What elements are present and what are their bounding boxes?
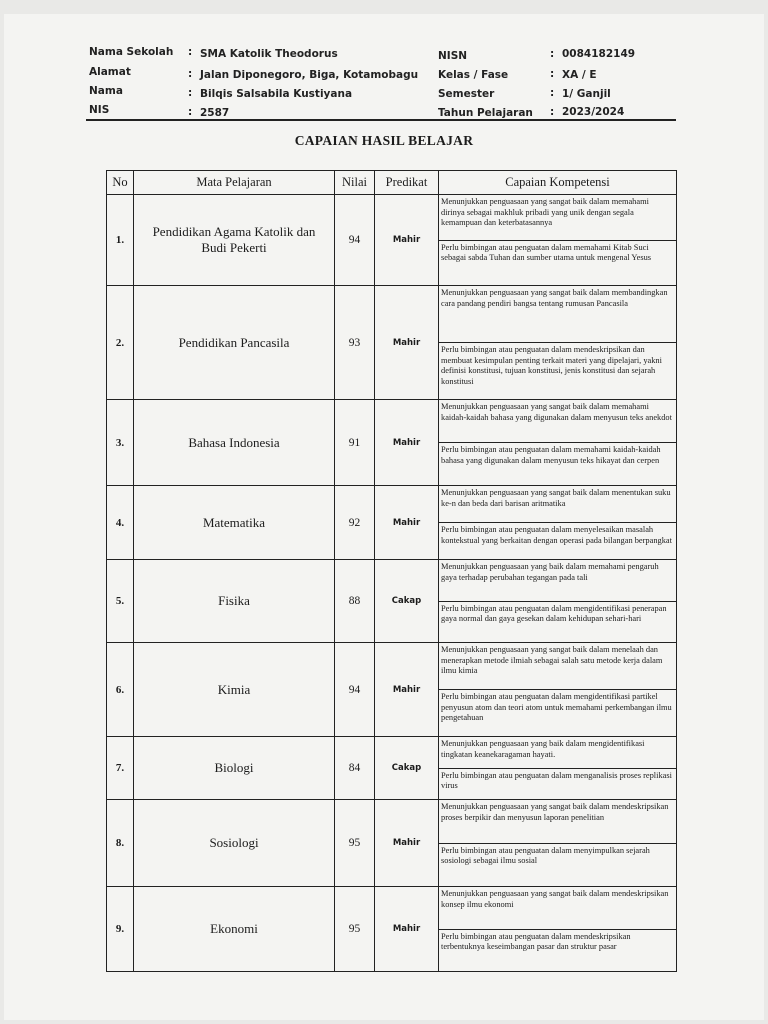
school-name-value: SMA Katolik Theodorus	[200, 48, 338, 60]
achievement-text: Perlu bimbingan atau penguatan dalam menyimpulkan sejarah sosiologi sebagai ilmu sosial	[439, 843, 676, 887]
colon: :	[188, 106, 193, 118]
achievement-text: Menunjukkan penguasaan yang sangat baik dalam menentukan suku ke-n dan beda dari barisan aritmatika	[441, 488, 671, 508]
achievement-cell	[439, 400, 677, 486]
row-number: 8.	[107, 800, 134, 887]
row-number: 1.	[107, 195, 134, 286]
col-header-achievement: Capaian Kompetensi	[439, 171, 677, 195]
table-row	[107, 400, 677, 486]
predicate-value: Mahir	[375, 643, 439, 737]
score-value: 84	[335, 737, 375, 800]
predicate-value: Mahir	[375, 286, 439, 400]
table-header-row	[107, 171, 677, 195]
predicate-value: Mahir	[375, 195, 439, 286]
score-value: 95	[335, 887, 375, 972]
achievement-cell	[439, 887, 677, 972]
colon: :	[550, 106, 555, 118]
nis-label: NIS	[89, 104, 110, 116]
subject-name: Fisika	[134, 560, 335, 643]
page-title: CAPAIAN HASIL BELAJAR	[294, 133, 474, 148]
achievement-list	[439, 286, 676, 399]
table-row	[107, 887, 677, 972]
achievement-list	[439, 195, 676, 285]
row-number: 6.	[107, 643, 134, 737]
achievement-list	[439, 887, 676, 971]
colon: :	[188, 87, 193, 99]
predicate-value: Cakap	[375, 737, 439, 800]
achievement-text: Perlu bimbingan atau penguatan dalam mendeskripsikan terbentuknya keseimbangan pasar dan struktur pasar	[439, 929, 676, 972]
predicate-value: Mahir	[375, 887, 439, 972]
score-value: 91	[335, 400, 375, 486]
predicate-value: Mahir	[375, 486, 439, 560]
colon: :	[550, 48, 555, 60]
table-row	[107, 643, 677, 737]
achievement-cell	[439, 286, 677, 400]
address-label: Alamat	[89, 66, 131, 78]
achievement-cell	[439, 643, 677, 737]
address-value: Jalan Diponegoro, Biga, Kotamobagu	[200, 69, 419, 81]
class-phase-label: Kelas / Fase	[438, 69, 509, 81]
nis-value: 2587	[200, 107, 230, 119]
achievement-list	[439, 643, 676, 736]
achievement-text: Perlu bimbingan atau penguatan dalam mendeskripsikan dan membuat kesimpulan penting terkait materi yang dipelajari, yakni definisi konstitusi, tujuan konstitusi, jenis konstitusi dan sejarah konstitusi	[439, 342, 676, 399]
achievement-list	[439, 737, 676, 799]
achievement-cell	[439, 195, 677, 286]
score-value: 94	[335, 643, 375, 737]
score-value: 94	[335, 195, 375, 286]
achievement-text: Perlu bimbingan atau penguatan dalam memahami Kitab Suci sebagai sabda Tuhan dan sumber utama untuk mengenal Yesus	[439, 240, 676, 286]
row-number: 3.	[107, 400, 134, 486]
row-number: 2.	[107, 286, 134, 400]
achievement-cell	[439, 800, 677, 887]
predicate-value: Cakap	[375, 560, 439, 643]
achievement-text: Perlu bimbingan atau penguatan dalam mengidentifikasi penerapan gaya normal dan gaya gesekan dalam kehidupan sehari-hari	[439, 601, 676, 643]
school-name-label: Nama Sekolah	[89, 46, 174, 58]
nisn-value: 0084182149	[562, 48, 636, 60]
achievement-text: Perlu bimbingan atau penguatan dalam mengidentifikasi partikel penyusun atom dan teori atom untuk memahami perkembangan ilmu pengetahuan	[439, 689, 676, 736]
score-value: 92	[335, 486, 375, 560]
achievement-text: Menunjukkan penguasaan yang sangat baik dalam mendeskripsikan konsep ilmu ekonomi	[441, 889, 669, 909]
row-number: 5.	[107, 560, 134, 643]
class-phase-value: XA / E	[562, 69, 597, 81]
table-row	[107, 286, 677, 400]
col-header-subject: Mata Pelajaran	[134, 171, 335, 195]
predicate-value: Mahir	[375, 800, 439, 887]
score-value: 95	[335, 800, 375, 887]
achievement-cell	[439, 737, 677, 800]
subject-name: Sosiologi	[134, 800, 335, 887]
row-number: 9.	[107, 887, 134, 972]
col-header-no: No	[107, 171, 134, 195]
academic-year-label: Tahun Pelajaran	[438, 107, 533, 119]
achievement-text: Menunjukkan penguasaan yang sangat baik dalam mendeskripsikan proses berpikir dan menyusun laporan penelitian	[441, 802, 669, 822]
predicate-value: Mahir	[375, 400, 439, 486]
table-row	[107, 737, 677, 800]
achievement-text: Perlu bimbingan atau penguatan dalam menyelesaikan masalah kontekstual yang berkaitan dengan operasi pada bilangan berpangkat	[439, 522, 676, 559]
achievement-list	[439, 800, 676, 886]
row-number: 4.	[107, 486, 134, 560]
table-row	[107, 800, 677, 887]
achievement-text: Perlu bimbingan atau penguatan dalam memahami kaidah-kaidah bahasa yang digunakan dalam menyusun teks hikayat dan cerpen	[439, 442, 676, 485]
achievement-text: Menunjukkan penguasaan yang sangat baik dalam membandingkan cara pandang pendiri bangsa tentang rumusan Pancasila	[441, 288, 668, 308]
table-row	[107, 486, 677, 560]
achievement-text: Menunjukkan penguasaan yang sangat baik dalam menelaah dan menerapkan metode ilmiah sebagai salah satu metode kerja dalam ilmu kimia	[441, 645, 663, 676]
colon: :	[550, 87, 555, 99]
colon: :	[550, 68, 555, 80]
name-label: Nama	[89, 85, 123, 97]
achievement-text: Perlu bimbingan atau penguatan dalam menganalisis proses replikasi virus	[439, 768, 676, 800]
subject-name: Biologi	[134, 737, 335, 800]
achievement-text: Menunjukkan penguasaan yang baik dalam memahami pengaruh gaya terhadap perubahan tegangan pada tali	[441, 562, 659, 582]
subject-name: Pendidikan Pancasila	[134, 286, 335, 400]
table-row	[107, 560, 677, 643]
achievement-cell	[439, 560, 677, 643]
name-value: Bilqis Salsabila Kustiyana	[200, 88, 353, 100]
achievement-list	[439, 560, 676, 642]
achievement-text: Menunjukkan penguasaan yang sangat baik dalam memahami kaidah-kaidah bahasa yang digunakan dalam menyusun teks anekdot	[441, 402, 672, 422]
colon: :	[188, 46, 193, 58]
header-divider	[86, 119, 676, 121]
subject-name: Ekonomi	[134, 887, 335, 972]
achievement-text: Menunjukkan penguasaan yang sangat baik dalam memahami dirinya sebagai makhluk pribadi yang unik dengan segala kemampuan dan keterbatasannya	[441, 197, 649, 228]
semester-label: Semester	[438, 88, 495, 100]
achievement-list	[439, 486, 676, 559]
subject-name: Bahasa Indonesia	[134, 400, 335, 486]
score-value: 88	[335, 560, 375, 643]
colon: :	[188, 68, 193, 80]
academic-year-value: 2023/2024	[562, 106, 625, 118]
nisn-label: NISN	[438, 50, 468, 62]
col-header-score: Nilai	[335, 171, 375, 195]
row-number: 7.	[107, 737, 134, 800]
achievement-text: Menunjukkan penguasaan yang baik dalam mengidentifikasi tingkatan keanekaragaman hayati.	[441, 739, 645, 759]
subject-name: Kimia	[134, 643, 335, 737]
achievement-cell	[439, 486, 677, 560]
grades-table	[106, 170, 677, 972]
semester-value: 1/ Ganjil	[562, 88, 611, 100]
col-header-predicate: Predikat	[375, 171, 439, 195]
subject-name: Pendidikan Agama Katolik dan Budi Pekerti	[134, 195, 335, 286]
subject-name: Matematika	[134, 486, 335, 560]
achievement-list	[439, 400, 676, 485]
score-value: 93	[335, 286, 375, 400]
table-row	[107, 195, 677, 286]
